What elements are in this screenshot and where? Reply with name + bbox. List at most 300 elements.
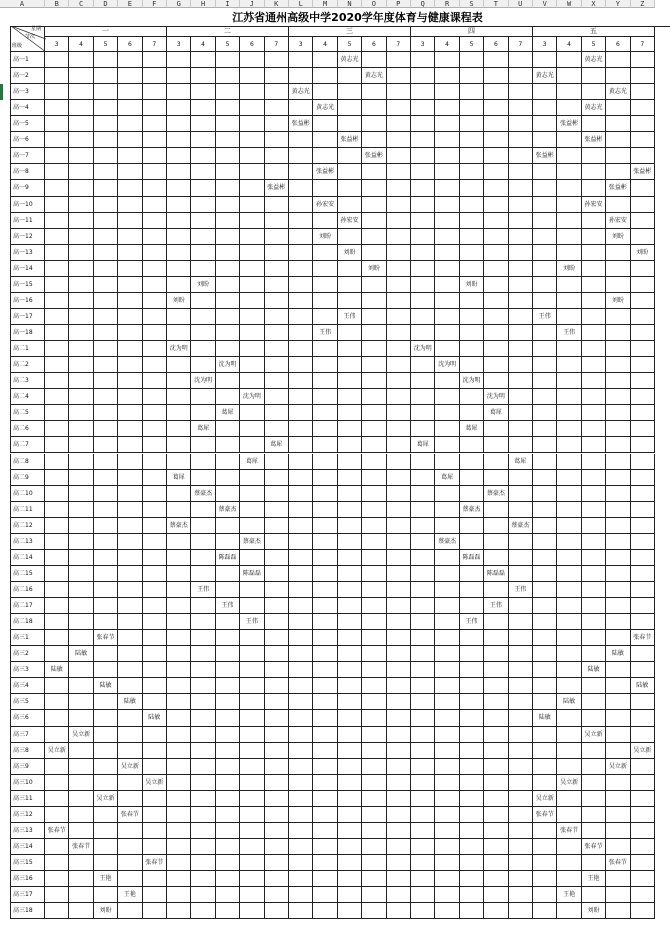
schedule-cell[interactable] — [143, 213, 167, 229]
schedule-cell[interactable] — [167, 454, 191, 470]
schedule-cell[interactable] — [338, 710, 362, 726]
schedule-cell[interactable] — [582, 229, 606, 245]
schedule-cell[interactable] — [411, 582, 435, 598]
schedule-cell[interactable] — [143, 373, 167, 389]
schedule-cell[interactable] — [533, 373, 557, 389]
schedule-cell[interactable] — [289, 341, 313, 357]
schedule-cell[interactable] — [289, 678, 313, 694]
schedule-cell[interactable] — [362, 775, 386, 791]
schedule-cell[interactable] — [289, 887, 313, 903]
class-name-cell[interactable]: 高三17 — [10, 887, 45, 903]
schedule-cell[interactable] — [118, 325, 142, 341]
schedule-cell[interactable] — [509, 180, 533, 196]
schedule-cell[interactable] — [557, 229, 581, 245]
schedule-cell[interactable] — [533, 871, 557, 887]
schedule-cell[interactable] — [313, 341, 337, 357]
schedule-cell[interactable] — [94, 582, 118, 598]
schedule-cell[interactable] — [167, 887, 191, 903]
schedule-cell[interactable] — [362, 373, 386, 389]
schedule-cell[interactable] — [362, 357, 386, 373]
schedule-cell[interactable] — [362, 903, 386, 919]
schedule-cell[interactable] — [94, 261, 118, 277]
schedule-cell[interactable] — [484, 710, 508, 726]
schedule-cell[interactable] — [631, 84, 655, 100]
schedule-cell[interactable] — [240, 437, 264, 453]
schedule-cell[interactable] — [411, 903, 435, 919]
schedule-cell[interactable] — [484, 855, 508, 871]
schedule-cell[interactable] — [557, 197, 581, 213]
schedule-cell[interactable] — [118, 100, 142, 116]
schedule-cell[interactable] — [167, 502, 191, 518]
schedule-cell[interactable] — [167, 775, 191, 791]
schedule-cell[interactable] — [118, 855, 142, 871]
schedule-cell[interactable] — [362, 389, 386, 405]
schedule-cell[interactable] — [191, 791, 215, 807]
schedule-cell[interactable] — [533, 903, 557, 919]
schedule-cell[interactable] — [484, 277, 508, 293]
schedule-cell[interactable] — [484, 662, 508, 678]
schedule-cell[interactable] — [411, 213, 435, 229]
schedule-cell[interactable] — [191, 839, 215, 855]
schedule-cell[interactable] — [69, 710, 93, 726]
schedule-cell[interactable] — [533, 229, 557, 245]
schedule-cell[interactable] — [118, 309, 142, 325]
schedule-cell[interactable] — [533, 100, 557, 116]
teacher-cell[interactable]: 张益彬 — [557, 116, 581, 132]
schedule-cell[interactable] — [631, 775, 655, 791]
schedule-cell[interactable] — [265, 68, 289, 84]
schedule-cell[interactable] — [509, 710, 533, 726]
schedule-cell[interactable] — [411, 743, 435, 759]
schedule-cell[interactable] — [631, 277, 655, 293]
class-name-cell[interactable]: 高三16 — [10, 871, 45, 887]
schedule-cell[interactable] — [387, 148, 411, 164]
schedule-cell[interactable] — [94, 727, 118, 743]
schedule-cell[interactable] — [582, 180, 606, 196]
teacher-cell[interactable]: 陈磊磊 — [216, 550, 240, 566]
schedule-cell[interactable] — [240, 791, 264, 807]
schedule-cell[interactable] — [631, 357, 655, 373]
schedule-cell[interactable] — [289, 180, 313, 196]
class-name-cell[interactable]: 高三8 — [10, 743, 45, 759]
teacher-cell[interactable]: 蔡豪杰 — [240, 534, 264, 550]
period-header[interactable]: 7 — [143, 37, 167, 52]
schedule-cell[interactable] — [338, 662, 362, 678]
schedule-cell[interactable] — [362, 791, 386, 807]
schedule-cell[interactable] — [265, 582, 289, 598]
schedule-cell[interactable] — [265, 887, 289, 903]
schedule-cell[interactable] — [289, 486, 313, 502]
day-header[interactable]: 五 — [533, 26, 655, 37]
schedule-cell[interactable] — [387, 486, 411, 502]
schedule-cell[interactable] — [606, 116, 630, 132]
schedule-cell[interactable] — [533, 454, 557, 470]
schedule-cell[interactable] — [45, 502, 69, 518]
schedule-cell[interactable] — [45, 566, 69, 582]
schedule-cell[interactable] — [557, 855, 581, 871]
teacher-cell[interactable]: 吴立新 — [94, 791, 118, 807]
teacher-cell[interactable]: 黄志光 — [606, 84, 630, 100]
schedule-cell[interactable] — [411, 52, 435, 68]
schedule-cell[interactable] — [387, 502, 411, 518]
class-name-cell[interactable]: 高一9 — [10, 180, 45, 196]
teacher-cell[interactable]: 刘盼 — [557, 261, 581, 277]
schedule-cell[interactable] — [460, 903, 484, 919]
column-header-v[interactable]: V — [533, 0, 557, 8]
schedule-cell[interactable] — [533, 502, 557, 518]
teacher-cell[interactable]: 沈为明 — [167, 341, 191, 357]
class-name-cell[interactable]: 高二7 — [10, 437, 45, 453]
schedule-cell[interactable] — [313, 534, 337, 550]
schedule-cell[interactable] — [460, 566, 484, 582]
schedule-cell[interactable] — [216, 325, 240, 341]
schedule-cell[interactable] — [460, 116, 484, 132]
schedule-cell[interactable] — [411, 855, 435, 871]
schedule-cell[interactable] — [509, 229, 533, 245]
schedule-cell[interactable] — [338, 84, 362, 100]
schedule-cell[interactable] — [118, 132, 142, 148]
schedule-cell[interactable] — [69, 759, 93, 775]
schedule-cell[interactable] — [509, 694, 533, 710]
schedule-cell[interactable] — [265, 454, 289, 470]
schedule-cell[interactable] — [484, 823, 508, 839]
schedule-cell[interactable] — [289, 421, 313, 437]
schedule-cell[interactable] — [191, 197, 215, 213]
schedule-cell[interactable] — [435, 389, 459, 405]
schedule-cell[interactable] — [338, 293, 362, 309]
schedule-cell[interactable] — [118, 534, 142, 550]
schedule-cell[interactable] — [362, 454, 386, 470]
schedule-cell[interactable] — [533, 727, 557, 743]
schedule-cell[interactable] — [94, 502, 118, 518]
schedule-cell[interactable] — [411, 630, 435, 646]
schedule-cell[interactable] — [265, 277, 289, 293]
schedule-cell[interactable] — [191, 630, 215, 646]
schedule-cell[interactable] — [631, 197, 655, 213]
schedule-cell[interactable] — [143, 566, 167, 582]
schedule-cell[interactable] — [240, 678, 264, 694]
schedule-cell[interactable] — [606, 325, 630, 341]
schedule-cell[interactable] — [216, 743, 240, 759]
schedule-cell[interactable] — [118, 470, 142, 486]
schedule-cell[interactable] — [313, 662, 337, 678]
schedule-cell[interactable] — [631, 823, 655, 839]
schedule-cell[interactable] — [45, 710, 69, 726]
schedule-cell[interactable] — [265, 148, 289, 164]
schedule-cell[interactable] — [167, 84, 191, 100]
schedule-cell[interactable] — [484, 245, 508, 261]
schedule-cell[interactable] — [118, 727, 142, 743]
column-header-m[interactable]: M — [313, 0, 337, 8]
schedule-cell[interactable] — [289, 807, 313, 823]
class-name-cell[interactable]: 高一1 — [10, 52, 45, 68]
schedule-cell[interactable] — [387, 213, 411, 229]
schedule-cell[interactable] — [118, 373, 142, 389]
schedule-cell[interactable] — [191, 132, 215, 148]
column-header-k[interactable]: K — [265, 0, 289, 8]
schedule-cell[interactable] — [362, 743, 386, 759]
schedule-cell[interactable] — [338, 646, 362, 662]
schedule-cell[interactable] — [69, 807, 93, 823]
schedule-cell[interactable] — [289, 582, 313, 598]
schedule-cell[interactable] — [191, 887, 215, 903]
schedule-cell[interactable] — [484, 373, 508, 389]
schedule-cell[interactable] — [533, 855, 557, 871]
schedule-cell[interactable] — [313, 678, 337, 694]
schedule-cell[interactable] — [631, 807, 655, 823]
schedule-cell[interactable] — [45, 727, 69, 743]
schedule-cell[interactable] — [484, 116, 508, 132]
schedule-cell[interactable] — [606, 148, 630, 164]
schedule-cell[interactable] — [313, 486, 337, 502]
schedule-cell[interactable] — [435, 148, 459, 164]
schedule-cell[interactable] — [313, 710, 337, 726]
period-header[interactable]: 6 — [606, 37, 630, 52]
schedule-cell[interactable] — [631, 855, 655, 871]
schedule-cell[interactable] — [435, 309, 459, 325]
schedule-cell[interactable] — [240, 502, 264, 518]
teacher-cell[interactable]: 王伟 — [509, 582, 533, 598]
period-header[interactable]: 3 — [289, 37, 313, 52]
schedule-cell[interactable] — [509, 116, 533, 132]
period-header[interactable]: 6 — [484, 37, 508, 52]
schedule-cell[interactable] — [533, 614, 557, 630]
schedule-cell[interactable] — [387, 373, 411, 389]
schedule-cell[interactable] — [435, 502, 459, 518]
teacher-cell[interactable]: 刘盼 — [313, 229, 337, 245]
schedule-cell[interactable] — [362, 550, 386, 566]
schedule-cell[interactable] — [582, 791, 606, 807]
schedule-cell[interactable] — [484, 839, 508, 855]
column-header-j[interactable]: J — [240, 0, 264, 8]
schedule-cell[interactable] — [338, 116, 362, 132]
schedule-cell[interactable] — [313, 373, 337, 389]
schedule-cell[interactable] — [143, 887, 167, 903]
schedule-cell[interactable] — [484, 646, 508, 662]
schedule-cell[interactable] — [362, 164, 386, 180]
schedule-cell[interactable] — [362, 180, 386, 196]
schedule-cell[interactable] — [460, 229, 484, 245]
schedule-cell[interactable] — [435, 855, 459, 871]
schedule-cell[interactable] — [216, 213, 240, 229]
schedule-cell[interactable] — [338, 437, 362, 453]
schedule-cell[interactable] — [216, 582, 240, 598]
schedule-cell[interactable] — [411, 678, 435, 694]
schedule-cell[interactable] — [289, 823, 313, 839]
teacher-cell[interactable]: 陈磊磊 — [460, 550, 484, 566]
schedule-cell[interactable] — [240, 903, 264, 919]
schedule-cell[interactable] — [557, 100, 581, 116]
schedule-cell[interactable] — [411, 534, 435, 550]
teacher-cell[interactable]: 蔡豪杰 — [435, 534, 459, 550]
schedule-cell[interactable] — [533, 245, 557, 261]
schedule-cell[interactable] — [435, 839, 459, 855]
schedule-cell[interactable] — [289, 148, 313, 164]
schedule-cell[interactable] — [69, 293, 93, 309]
schedule-cell[interactable] — [484, 678, 508, 694]
schedule-cell[interactable] — [69, 823, 93, 839]
schedule-cell[interactable] — [143, 823, 167, 839]
class-name-cell[interactable]: 高三15 — [10, 855, 45, 871]
schedule-cell[interactable] — [582, 421, 606, 437]
schedule-cell[interactable] — [631, 100, 655, 116]
schedule-cell[interactable] — [216, 132, 240, 148]
schedule-cell[interactable] — [69, 871, 93, 887]
schedule-cell[interactable] — [631, 662, 655, 678]
schedule-cell[interactable] — [216, 727, 240, 743]
schedule-cell[interactable] — [143, 245, 167, 261]
schedule-cell[interactable] — [191, 100, 215, 116]
schedule-cell[interactable] — [191, 245, 215, 261]
schedule-cell[interactable] — [387, 727, 411, 743]
teacher-cell[interactable]: 陆敏 — [582, 662, 606, 678]
teacher-cell[interactable]: 沈为明 — [484, 389, 508, 405]
schedule-cell[interactable] — [69, 598, 93, 614]
schedule-cell[interactable] — [509, 373, 533, 389]
schedule-cell[interactable] — [533, 550, 557, 566]
schedule-cell[interactable] — [411, 100, 435, 116]
schedule-cell[interactable] — [411, 309, 435, 325]
schedule-cell[interactable] — [289, 68, 313, 84]
schedule-cell[interactable] — [387, 678, 411, 694]
teacher-cell[interactable]: 葛犀 — [484, 405, 508, 421]
schedule-cell[interactable] — [69, 341, 93, 357]
schedule-cell[interactable] — [582, 116, 606, 132]
schedule-cell[interactable] — [289, 791, 313, 807]
schedule-cell[interactable] — [240, 759, 264, 775]
schedule-cell[interactable] — [240, 775, 264, 791]
schedule-cell[interactable] — [484, 759, 508, 775]
schedule-cell[interactable] — [265, 807, 289, 823]
schedule-cell[interactable] — [338, 694, 362, 710]
schedule-cell[interactable] — [411, 245, 435, 261]
schedule-cell[interactable] — [216, 421, 240, 437]
schedule-cell[interactable] — [216, 871, 240, 887]
schedule-cell[interactable] — [191, 213, 215, 229]
schedule-cell[interactable] — [582, 582, 606, 598]
schedule-cell[interactable] — [216, 646, 240, 662]
schedule-cell[interactable] — [69, 197, 93, 213]
schedule-cell[interactable] — [631, 116, 655, 132]
schedule-cell[interactable] — [509, 84, 533, 100]
schedule-cell[interactable] — [289, 630, 313, 646]
schedule-cell[interactable] — [509, 100, 533, 116]
schedule-cell[interactable] — [313, 357, 337, 373]
teacher-cell[interactable]: 葛犀 — [411, 437, 435, 453]
class-name-cell[interactable]: 高二18 — [10, 614, 45, 630]
schedule-cell[interactable] — [411, 614, 435, 630]
schedule-cell[interactable] — [191, 759, 215, 775]
schedule-cell[interactable] — [362, 341, 386, 357]
teacher-cell[interactable]: 吴立新 — [582, 727, 606, 743]
class-name-cell[interactable]: 高二1 — [10, 341, 45, 357]
schedule-cell[interactable] — [265, 116, 289, 132]
schedule-cell[interactable] — [362, 662, 386, 678]
schedule-cell[interactable] — [216, 52, 240, 68]
schedule-cell[interactable] — [411, 823, 435, 839]
schedule-cell[interactable] — [167, 261, 191, 277]
schedule-cell[interactable] — [606, 566, 630, 582]
schedule-cell[interactable] — [143, 229, 167, 245]
schedule-cell[interactable] — [338, 807, 362, 823]
schedule-cell[interactable] — [362, 598, 386, 614]
schedule-cell[interactable] — [216, 855, 240, 871]
schedule-cell[interactable] — [411, 84, 435, 100]
schedule-cell[interactable] — [411, 887, 435, 903]
schedule-cell[interactable] — [313, 518, 337, 534]
schedule-cell[interactable] — [606, 245, 630, 261]
schedule-cell[interactable] — [557, 710, 581, 726]
schedule-cell[interactable] — [435, 614, 459, 630]
schedule-cell[interactable] — [191, 437, 215, 453]
schedule-cell[interactable] — [557, 566, 581, 582]
schedule-cell[interactable] — [509, 486, 533, 502]
schedule-cell[interactable] — [240, 727, 264, 743]
schedule-cell[interactable] — [557, 614, 581, 630]
schedule-cell[interactable] — [631, 52, 655, 68]
schedule-cell[interactable] — [69, 518, 93, 534]
schedule-cell[interactable] — [191, 823, 215, 839]
schedule-cell[interactable] — [509, 727, 533, 743]
schedule-cell[interactable] — [606, 678, 630, 694]
schedule-cell[interactable] — [631, 213, 655, 229]
schedule-cell[interactable] — [265, 839, 289, 855]
schedule-cell[interactable] — [484, 197, 508, 213]
schedule-cell[interactable] — [313, 68, 337, 84]
schedule-cell[interactable] — [143, 871, 167, 887]
schedule-cell[interactable] — [94, 534, 118, 550]
schedule-cell[interactable] — [582, 437, 606, 453]
schedule-cell[interactable] — [362, 855, 386, 871]
schedule-cell[interactable] — [435, 518, 459, 534]
schedule-cell[interactable] — [435, 52, 459, 68]
schedule-cell[interactable] — [118, 614, 142, 630]
schedule-cell[interactable] — [460, 293, 484, 309]
schedule-cell[interactable] — [265, 502, 289, 518]
schedule-cell[interactable] — [582, 341, 606, 357]
schedule-cell[interactable] — [45, 325, 69, 341]
schedule-cell[interactable] — [435, 823, 459, 839]
schedule-cell[interactable] — [289, 646, 313, 662]
schedule-cell[interactable] — [191, 116, 215, 132]
class-name-cell[interactable]: 高三6 — [10, 710, 45, 726]
schedule-cell[interactable] — [460, 132, 484, 148]
teacher-cell[interactable]: 黄志光 — [362, 68, 386, 84]
schedule-cell[interactable] — [557, 277, 581, 293]
schedule-cell[interactable] — [265, 598, 289, 614]
schedule-cell[interactable] — [435, 743, 459, 759]
schedule-cell[interactable] — [460, 791, 484, 807]
schedule-cell[interactable] — [484, 148, 508, 164]
teacher-cell[interactable]: 沈为明 — [216, 357, 240, 373]
schedule-cell[interactable] — [460, 100, 484, 116]
teacher-cell[interactable]: 蔡豪杰 — [216, 502, 240, 518]
schedule-cell[interactable] — [216, 84, 240, 100]
schedule-cell[interactable] — [167, 694, 191, 710]
schedule-cell[interactable] — [167, 245, 191, 261]
schedule-cell[interactable] — [338, 357, 362, 373]
schedule-cell[interactable] — [411, 791, 435, 807]
schedule-cell[interactable] — [435, 662, 459, 678]
schedule-cell[interactable] — [191, 807, 215, 823]
schedule-cell[interactable] — [94, 180, 118, 196]
schedule-cell[interactable] — [313, 887, 337, 903]
teacher-cell[interactable]: 王伟 — [533, 309, 557, 325]
schedule-cell[interactable] — [167, 839, 191, 855]
schedule-cell[interactable] — [509, 325, 533, 341]
column-header-z[interactable]: Z — [631, 0, 655, 8]
schedule-cell[interactable] — [582, 502, 606, 518]
